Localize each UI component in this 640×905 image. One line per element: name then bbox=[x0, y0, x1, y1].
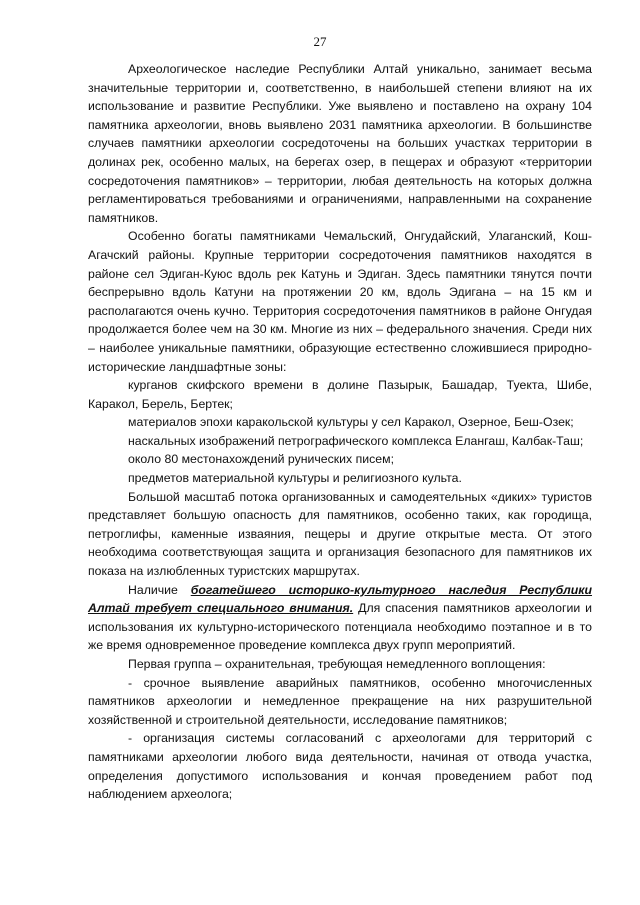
paragraph-rich-districts: Особенно богаты памятниками Чемальский, Онгудайский, Улаганский, Кош-Агачский районы. Крупные территории сосредоточения памятников находятся в районе сел Эдиган-Куюс вдоль рек Катунь и Эдиган. Здесь памятники тянутся почти беспрерывно вдоль Катуни на протяжении 20 км, вдоль Эдигана – на 15 км и располагаются очень кучно. Территория сосредоточения памятников в районе Онгудая продолжается более чем на 30 км. Многие из них – федерального значения. Среди них – наиболее уникальные памятники, образующие естественно сложившиеся природно-исторические ландшафтные зоны: bbox=[88, 229, 592, 374]
paragraph-tourist-danger: Большой масштаб потока организованных и самодеятельных «диких» туристов представляет большую опасность для памятников, особенно таких, как городища, петроглифы, каменные изваяния, пещеры и другие открытые места. От этого необходима соответствующая защита и организация безопасного для памятников их показа на излюбленных туристских маршрутах. bbox=[88, 489, 592, 579]
paragraph-first-group: Первая группа – охранительная, требующая немедленного воплощения: bbox=[128, 657, 546, 671]
document-body bbox=[88, 60, 592, 804]
list-item-karakol-culture: материалов эпохи каракольской культуры у сел Каракол, Озерное, Беш-Озек; bbox=[128, 415, 574, 430]
emphasis-lead: Наличие bbox=[128, 582, 191, 597]
list-item-urgent-identification: - срочное выявление аварийных памятников, особенно многочисленных памятников археологии и немедленное прекращение на них разрушительной хозяйственной и строительной деятельности, исследование памятников; bbox=[88, 675, 592, 727]
emphasis-text: богатейшего историко-культурного наследия Республики Алтай требует специального внимания. bbox=[88, 582, 593, 616]
list-item-runic-inscriptions: около 80 местонахождений рунических писем; bbox=[128, 452, 394, 467]
page-number: 27 bbox=[313, 34, 327, 49]
list-item-approval-system: - организация системы согласований с археологами для территорий с памятниками археологии любого вида деятельности, начиная от отвода участка, определения допустимого использования и кончая проведением работ под наблюдением археолога; bbox=[88, 731, 592, 802]
paragraph-heritage-intro: Археологическое наследие Республики Алтай уникально, занимает весьма значительные территории и, соответственно, в наибольшей степени влияют на их использование и развитие Республики. Уже выявлено и поставлено на охрану 104 памятника археологии, вновь выявлено 2031 памятника археологии. В большинстве случаев памятники археологии сосредоточены на больших участках территории в долинах рек, особенно малых, на берегах озер, в пещерах и образуют «территории сосредоточения памятников» – территории, любая деятельность на которых должна регламентироваться требованиями и ограничениями, направленными на сохранение памятников. bbox=[88, 62, 592, 225]
list-item-kurgans: курганов скифского времени в долине Пазырык, Башадар, Туекта, Шибе, Каракол, Берель, Бертек; bbox=[88, 378, 592, 411]
list-item-cult-objects: предметов материальной культуры и религиозного культа. bbox=[128, 471, 462, 486]
list-item-petroglyphs: наскальных изображений петрографического комплекса Елангаш, Калбак-Таш; bbox=[128, 433, 584, 448]
paragraph-special-attention bbox=[88, 581, 592, 655]
emphasis-tail: Для спасения памятников археологии и использования их культурно-исторического потенциала необходимо поэтапное и в то же время одновременное проведение комплекса двух групп мероприятий. bbox=[88, 601, 592, 653]
